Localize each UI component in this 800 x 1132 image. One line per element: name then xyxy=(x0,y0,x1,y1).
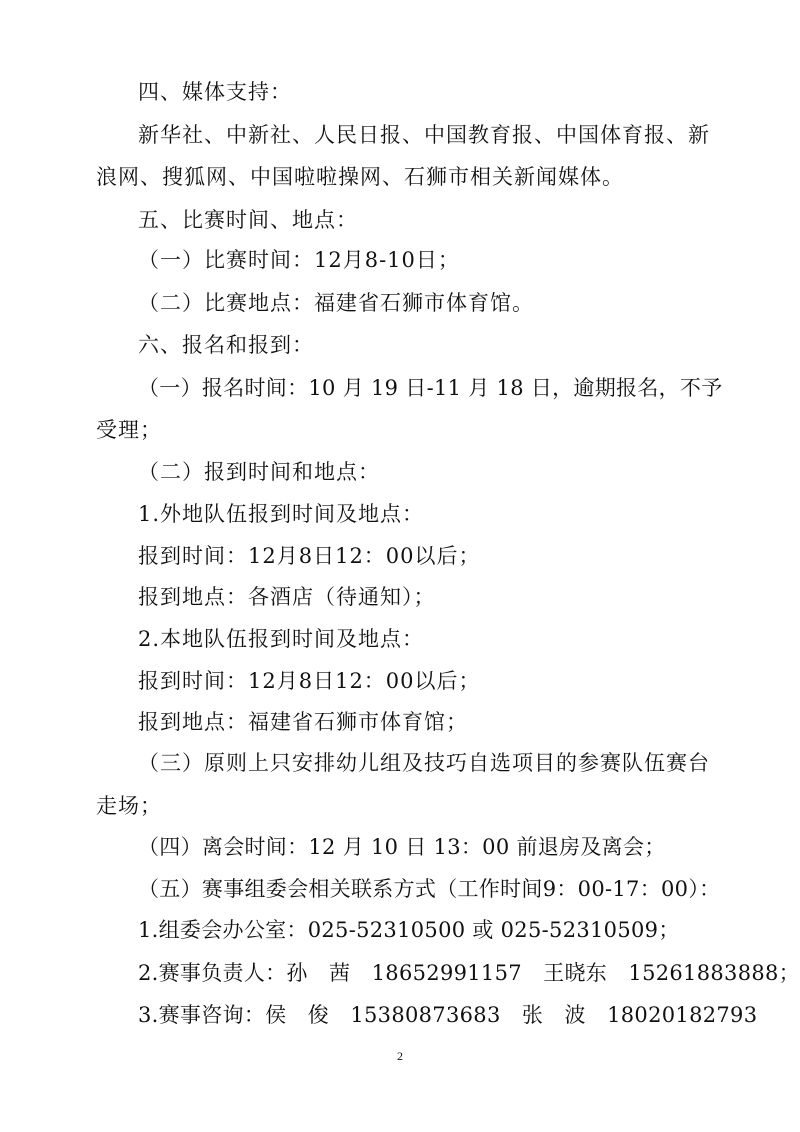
paragraph-media-list-continued: 浪网、搜狐网、中国啦啦操网、石狮市相关新闻媒体。 xyxy=(96,165,624,189)
paragraph-local-teams: 2.本地队伍报到时间及地点： xyxy=(138,627,425,651)
paragraph-event-leaders: 2.赛事负责人：孙 茜 18652991157 王晓东 15261883888； xyxy=(138,961,800,985)
paragraph-departure-time: （四）离会时间：12 月 10 日 13：00 前退房及离会； xyxy=(138,835,666,859)
paragraph-registration-time-continued: 受理； xyxy=(96,418,162,442)
paragraph-external-checkin-time: 报到时间：12月8日12：00以后； xyxy=(138,544,481,568)
paragraph-local-checkin-time: 报到时间：12月8日12：00以后； xyxy=(138,669,481,693)
paragraph-office-contact: 1.组委会办公室：025-52310500 或 025-52310509； xyxy=(138,918,680,942)
paragraph-registration-time: （一）报名时间：10 月 19 日-11 月 18 日，逾期报名，不予 xyxy=(138,376,723,400)
paragraph-competition-venue: （二）比赛地点：福建省石狮市体育馆。 xyxy=(138,291,534,315)
paragraph-competition-time: （一）比赛时间：12月8-10日； xyxy=(138,248,460,272)
page-number: 2 xyxy=(397,1049,403,1063)
paragraph-stage-walkthrough: （三）原则上只安排幼儿组及技巧自选项目的参赛队伍赛台 xyxy=(138,751,710,775)
paragraph-external-checkin-place: 报到地点：各酒店（待通知）； xyxy=(138,585,436,609)
paragraph-local-checkin-place: 报到地点：福建省石狮市体育馆； xyxy=(138,710,468,734)
paragraph-external-teams: 1.外地队伍报到时间及地点： xyxy=(138,502,425,526)
paragraph-media-list: 新华社、中新社、人民日报、中国教育报、中国体育报、新 xyxy=(138,123,710,147)
paragraph-checkin-heading: （二）报到时间和地点： xyxy=(138,460,380,484)
paragraph-event-inquiry: 3.赛事咨询：侯 俊 15380873683 张 波 18020182793 xyxy=(138,1003,758,1027)
section-heading-media-support: 四、媒体支持： xyxy=(138,80,292,104)
paragraph-stage-walkthrough-continued: 走场； xyxy=(96,794,162,818)
section-heading-time-location: 五、比赛时间、地点： xyxy=(138,208,358,232)
paragraph-contact-heading: （五）赛事组委会相关联系方式（工作时间9：00-17：00）： xyxy=(138,877,721,901)
section-heading-registration: 六、报名和报到： xyxy=(138,333,314,357)
